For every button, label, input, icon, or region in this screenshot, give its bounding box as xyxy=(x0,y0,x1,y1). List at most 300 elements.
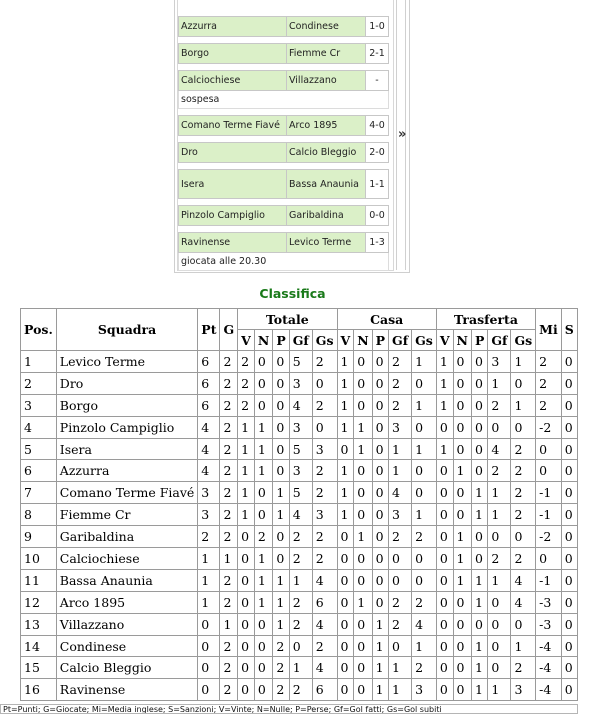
match-home-team: Pinzolo Campiglio xyxy=(179,206,287,226)
cell-casa-3: 2 xyxy=(389,613,412,635)
table-row xyxy=(21,657,578,679)
cell-casa-0: 1 xyxy=(337,394,354,416)
cell-casa-2: 0 xyxy=(372,394,388,416)
cell-pt: 0 xyxy=(198,679,220,701)
cell-g: 2 xyxy=(220,351,238,373)
cell-team: Arco 1895 xyxy=(56,591,198,613)
cell-tot-0: 1 xyxy=(238,438,255,460)
cell-tot-1: 0 xyxy=(254,504,272,526)
table-row xyxy=(21,438,578,460)
cell-casa-4: 2 xyxy=(412,526,437,548)
cell-casa-2: 0 xyxy=(372,351,388,373)
table-row xyxy=(21,526,578,548)
cell-tras-2: 1 xyxy=(471,635,487,657)
cell-mi: -3 xyxy=(536,591,562,613)
double-chevron-right-icon[interactable]: » xyxy=(398,127,407,142)
legend: Pt=Punti; G=Giocate; Mi=Media inglese; S=Sanzioni; V=Vinte; N=Nulle; P=Perse; Gf=Gol fatti; Gs=Gol subiti xyxy=(0,704,578,714)
cell-team: Comano Terme Fiavé xyxy=(56,482,198,504)
cell-tras-0: 1 xyxy=(436,438,453,460)
cell-tot-3: 5 xyxy=(289,351,312,373)
cell-tot-3: 5 xyxy=(289,482,312,504)
cell-tras-2: 1 xyxy=(471,591,487,613)
cell-g: 2 xyxy=(220,657,238,679)
cell-tras-0: 0 xyxy=(436,526,453,548)
cell-casa-1: 0 xyxy=(354,351,372,373)
cell-tras-2: 0 xyxy=(471,526,487,548)
cell-tras-0: 1 xyxy=(436,372,453,394)
header-s: S xyxy=(561,309,577,351)
cell-tras-4: 0 xyxy=(511,526,536,548)
match-spacer xyxy=(179,199,389,206)
cell-casa-0: 1 xyxy=(337,351,354,373)
cell-tras-2: 0 xyxy=(471,460,487,482)
table-row xyxy=(21,635,578,657)
cell-tot-4: 0 xyxy=(312,416,337,438)
cell-tot-2: 0 xyxy=(273,372,289,394)
cell-casa-2: 0 xyxy=(372,416,388,438)
cell-casa-3: 2 xyxy=(389,526,412,548)
cell-tras-2: 0 xyxy=(471,613,487,635)
cell-tot-4: 4 xyxy=(312,569,337,591)
cell-mi: -1 xyxy=(536,569,562,591)
cell-mi: -4 xyxy=(536,635,562,657)
cell-casa-2: 0 xyxy=(372,438,388,460)
cell-s: 0 xyxy=(561,504,577,526)
cell-casa-2: 0 xyxy=(372,569,388,591)
cell-pt: 6 xyxy=(198,351,220,373)
cell-casa-4: 1 xyxy=(412,504,437,526)
cell-tras-3: 2 xyxy=(488,548,511,570)
cell-g: 2 xyxy=(220,679,238,701)
cell-casa-1: 1 xyxy=(354,438,372,460)
cell-tras-4: 1 xyxy=(511,394,536,416)
match-row xyxy=(179,170,389,199)
cell-pt: 4 xyxy=(198,438,220,460)
match-spacer xyxy=(179,109,389,116)
cell-tot-1: 1 xyxy=(254,548,272,570)
cell-s: 0 xyxy=(561,416,577,438)
cell-tras-4: 4 xyxy=(511,569,536,591)
cell-tras-1: 0 xyxy=(453,372,471,394)
cell-tras-2: 1 xyxy=(471,504,487,526)
subheader-totale-gs: Gs xyxy=(312,330,337,351)
cell-tras-4: 2 xyxy=(511,504,536,526)
cell-mi: 2 xyxy=(536,394,562,416)
cell-tot-2: 0 xyxy=(273,416,289,438)
cell-g: 2 xyxy=(220,569,238,591)
cell-casa-2: 0 xyxy=(372,372,388,394)
cell-tot-0: 1 xyxy=(238,416,255,438)
cell-casa-3: 3 xyxy=(389,504,412,526)
cell-tras-2: 0 xyxy=(471,394,487,416)
cell-tras-3: 0 xyxy=(488,635,511,657)
cell-tras-3: 0 xyxy=(488,657,511,679)
cell-casa-1: 0 xyxy=(354,569,372,591)
cell-s: 0 xyxy=(561,635,577,657)
cell-mi: -4 xyxy=(536,657,562,679)
cell-tot-4: 2 xyxy=(312,482,337,504)
cell-pt: 0 xyxy=(198,613,220,635)
cell-casa-2: 1 xyxy=(372,657,388,679)
cell-casa-1: 1 xyxy=(354,416,372,438)
cell-tras-3: 4 xyxy=(488,438,511,460)
cell-casa-2: 0 xyxy=(372,548,388,570)
match-home-team: Azzurra xyxy=(179,17,287,37)
cell-tot-3: 3 xyxy=(289,460,312,482)
cell-pt: 6 xyxy=(198,394,220,416)
table-row xyxy=(21,679,578,701)
cell-casa-4: 2 xyxy=(412,657,437,679)
cell-s: 0 xyxy=(561,372,577,394)
cell-pos: 5 xyxy=(21,438,57,460)
table-row xyxy=(21,504,578,526)
cell-casa-2: 1 xyxy=(372,679,388,701)
cell-casa-1: 0 xyxy=(354,372,372,394)
cell-pos: 8 xyxy=(21,504,57,526)
cell-tras-4: 2 xyxy=(511,460,536,482)
cell-tras-1: 0 xyxy=(453,416,471,438)
cell-tras-0: 0 xyxy=(436,460,453,482)
match-row xyxy=(179,143,389,163)
cell-casa-2: 0 xyxy=(372,460,388,482)
table-row xyxy=(21,394,578,416)
cell-casa-1: 0 xyxy=(354,613,372,635)
cell-casa-0: 1 xyxy=(337,416,354,438)
cell-s: 0 xyxy=(561,548,577,570)
cell-tot-1: 0 xyxy=(254,613,272,635)
cell-tras-4: 2 xyxy=(511,482,536,504)
cell-tot-4: 3 xyxy=(312,504,337,526)
cell-mi: -1 xyxy=(536,482,562,504)
cell-tot-2: 1 xyxy=(273,482,289,504)
cell-tot-2: 2 xyxy=(273,679,289,701)
cell-pt: 1 xyxy=(198,591,220,613)
cell-tot-2: 1 xyxy=(273,504,289,526)
cell-casa-0: 1 xyxy=(337,460,354,482)
cell-tras-3: 1 xyxy=(488,482,511,504)
cell-casa-4: 1 xyxy=(412,438,437,460)
cell-tot-4: 2 xyxy=(312,460,337,482)
cell-tras-3: 1 xyxy=(488,504,511,526)
cell-tot-3: 4 xyxy=(289,394,312,416)
cell-tot-3: 2 xyxy=(289,548,312,570)
match-spacer xyxy=(179,64,389,71)
match-home-team: Borgo xyxy=(179,44,287,64)
cell-g: 2 xyxy=(220,591,238,613)
cell-team: Azzurra xyxy=(56,460,198,482)
cell-casa-2: 0 xyxy=(372,482,388,504)
subheader-trasferta-gf: Gf xyxy=(488,330,511,351)
cell-mi: 0 xyxy=(536,460,562,482)
cell-casa-3: 1 xyxy=(389,657,412,679)
cell-s: 0 xyxy=(561,460,577,482)
cell-casa-1: 0 xyxy=(354,482,372,504)
cell-pt: 6 xyxy=(198,372,220,394)
cell-tot-3: 4 xyxy=(289,504,312,526)
match-away-team: Villazzano xyxy=(287,71,366,91)
cell-pos: 6 xyxy=(21,460,57,482)
cell-s: 0 xyxy=(561,394,577,416)
cell-mi: -2 xyxy=(536,526,562,548)
cell-tot-0: 0 xyxy=(238,591,255,613)
cell-team: Isera xyxy=(56,438,198,460)
cell-casa-0: 0 xyxy=(337,548,354,570)
cell-tras-3: 1 xyxy=(488,372,511,394)
table-row xyxy=(21,460,578,482)
cell-casa-3: 1 xyxy=(389,438,412,460)
cell-casa-0: 0 xyxy=(337,613,354,635)
cell-mi: 2 xyxy=(536,372,562,394)
subheader-trasferta-p: P xyxy=(471,330,487,351)
cell-tras-0: 0 xyxy=(436,569,453,591)
match-spacer-cell xyxy=(179,64,389,71)
cell-casa-2: 1 xyxy=(372,613,388,635)
cell-g: 2 xyxy=(220,438,238,460)
cell-tot-1: 2 xyxy=(254,526,272,548)
match-row xyxy=(179,17,389,37)
cell-tot-2: 0 xyxy=(273,548,289,570)
cell-team: Fiemme Cr xyxy=(56,504,198,526)
cell-tot-2: 0 xyxy=(273,438,289,460)
standings-title: Classifica xyxy=(259,286,326,301)
subheader-trasferta-n: N xyxy=(453,330,471,351)
match-score: 2-0 xyxy=(366,143,389,163)
cell-casa-1: 1 xyxy=(354,526,372,548)
cell-tot-1: 0 xyxy=(254,635,272,657)
cell-tras-0: 0 xyxy=(436,548,453,570)
cell-tot-2: 0 xyxy=(273,526,289,548)
cell-tot-0: 2 xyxy=(238,351,255,373)
cell-s: 0 xyxy=(561,351,577,373)
cell-casa-1: 0 xyxy=(354,394,372,416)
match-spacer xyxy=(179,37,389,44)
cell-tras-4: 3 xyxy=(511,679,536,701)
cell-s: 0 xyxy=(561,657,577,679)
cell-tras-1: 1 xyxy=(453,460,471,482)
match-away-team: Garibaldina xyxy=(287,206,366,226)
match-score: 0-0 xyxy=(366,206,389,226)
subheader-casa-p: P xyxy=(372,330,388,351)
cell-tras-3: 0 xyxy=(488,526,511,548)
cell-pos: 15 xyxy=(21,657,57,679)
cell-casa-4: 0 xyxy=(412,482,437,504)
cell-tot-0: 1 xyxy=(238,482,255,504)
cell-tot-3: 2 xyxy=(289,526,312,548)
cell-tot-1: 1 xyxy=(254,591,272,613)
cell-casa-3: 1 xyxy=(389,460,412,482)
cell-casa-3: 0 xyxy=(389,548,412,570)
match-spacer-cell xyxy=(179,163,389,170)
match-row xyxy=(179,71,389,91)
match-away-team: Arco 1895 xyxy=(287,116,366,136)
match-away-team: Levico Terme xyxy=(287,233,366,253)
cell-pos: 12 xyxy=(21,591,57,613)
match-spacer-cell xyxy=(179,199,389,206)
cell-team: Bassa Anaunia xyxy=(56,569,198,591)
cell-tras-0: 0 xyxy=(436,613,453,635)
cell-tras-4: 0 xyxy=(511,416,536,438)
cell-tot-0: 0 xyxy=(238,635,255,657)
cell-tras-3: 2 xyxy=(488,460,511,482)
cell-casa-4: 0 xyxy=(412,416,437,438)
cell-tot-2: 0 xyxy=(273,394,289,416)
cell-casa-0: 1 xyxy=(337,504,354,526)
table-row xyxy=(21,548,578,570)
cell-pt: 1 xyxy=(198,548,220,570)
cell-casa-1: 0 xyxy=(354,679,372,701)
cell-team: Levico Terme xyxy=(56,351,198,373)
cell-s: 0 xyxy=(561,591,577,613)
cell-team: Borgo xyxy=(56,394,198,416)
cell-mi: -4 xyxy=(536,679,562,701)
cell-tras-4: 2 xyxy=(511,657,536,679)
cell-tot-3: 3 xyxy=(289,372,312,394)
cell-tras-4: 1 xyxy=(511,635,536,657)
cell-tras-1: 1 xyxy=(453,569,471,591)
match-score: 4-0 xyxy=(366,116,389,136)
cell-pos: 2 xyxy=(21,372,57,394)
cell-tras-1: 0 xyxy=(453,613,471,635)
cell-tras-4: 0 xyxy=(511,372,536,394)
cell-team: Calciochiese xyxy=(56,548,198,570)
subheader-casa-gf: Gf xyxy=(389,330,412,351)
cell-tot-4: 3 xyxy=(312,438,337,460)
cell-pos: 14 xyxy=(21,635,57,657)
cell-tras-3: 0 xyxy=(488,591,511,613)
cell-tot-3: 5 xyxy=(289,438,312,460)
cell-casa-0: 0 xyxy=(337,657,354,679)
cell-casa-0: 0 xyxy=(337,569,354,591)
cell-casa-2: 1 xyxy=(372,635,388,657)
cell-pos: 16 xyxy=(21,679,57,701)
cell-pt: 3 xyxy=(198,504,220,526)
cell-tot-3: 2 xyxy=(289,591,312,613)
cell-pt: 3 xyxy=(198,482,220,504)
cell-pos: 13 xyxy=(21,613,57,635)
cell-tot-1: 1 xyxy=(254,460,272,482)
cell-tot-2: 0 xyxy=(273,351,289,373)
cell-s: 0 xyxy=(561,679,577,701)
cell-tras-0: 1 xyxy=(436,394,453,416)
subheader-totale-p: P xyxy=(273,330,289,351)
match-note-row xyxy=(179,91,389,109)
cell-tras-1: 1 xyxy=(453,526,471,548)
cell-tras-1: 1 xyxy=(453,548,471,570)
cell-g: 1 xyxy=(220,548,238,570)
subheader-totale-n: N xyxy=(254,330,272,351)
cell-pt: 4 xyxy=(198,460,220,482)
cell-tras-0: 0 xyxy=(436,657,453,679)
cell-tras-4: 2 xyxy=(511,548,536,570)
cell-tras-0: 0 xyxy=(436,416,453,438)
cell-casa-4: 0 xyxy=(412,460,437,482)
cell-casa-2: 0 xyxy=(372,526,388,548)
cell-tras-0: 0 xyxy=(436,635,453,657)
cell-tras-3: 3 xyxy=(488,351,511,373)
cell-casa-3: 0 xyxy=(389,635,412,657)
table-row xyxy=(21,591,578,613)
cell-tras-0: 0 xyxy=(436,679,453,701)
cell-mi: -2 xyxy=(536,416,562,438)
cell-tras-1: 0 xyxy=(453,504,471,526)
header-g: G xyxy=(220,309,238,351)
cell-tras-1: 0 xyxy=(453,482,471,504)
cell-casa-0: 0 xyxy=(337,526,354,548)
cell-g: 2 xyxy=(220,416,238,438)
cell-tras-1: 0 xyxy=(453,438,471,460)
cell-tot-3: 1 xyxy=(289,657,312,679)
cell-mi: 0 xyxy=(536,548,562,570)
cell-tot-1: 0 xyxy=(254,394,272,416)
cell-pos: 3 xyxy=(21,394,57,416)
cell-tot-0: 2 xyxy=(238,372,255,394)
subheader-casa-v: V xyxy=(337,330,354,351)
cell-casa-4: 0 xyxy=(412,548,437,570)
cell-tot-1: 1 xyxy=(254,416,272,438)
cell-casa-1: 0 xyxy=(354,635,372,657)
cell-pos: 10 xyxy=(21,548,57,570)
cell-casa-0: 0 xyxy=(337,635,354,657)
cell-tot-4: 4 xyxy=(312,657,337,679)
header-totale: Totale xyxy=(238,309,337,330)
table-row xyxy=(21,416,578,438)
match-spacer xyxy=(179,136,389,143)
cell-g: 2 xyxy=(220,372,238,394)
cell-mi: 0 xyxy=(536,438,562,460)
cell-tot-0: 0 xyxy=(238,526,255,548)
cell-tot-4: 2 xyxy=(312,526,337,548)
cell-casa-1: 0 xyxy=(354,504,372,526)
cell-casa-3: 2 xyxy=(389,394,412,416)
cell-casa-1: 0 xyxy=(354,460,372,482)
match-note: sospesa xyxy=(179,91,389,109)
cell-casa-3: 4 xyxy=(389,482,412,504)
match-score: 1-0 xyxy=(366,17,389,37)
cell-casa-3: 3 xyxy=(389,416,412,438)
match-home-team: Dro xyxy=(179,143,287,163)
cell-casa-0: 1 xyxy=(337,372,354,394)
cell-casa-2: 0 xyxy=(372,591,388,613)
cell-tras-3: 2 xyxy=(488,394,511,416)
cell-tras-0: 1 xyxy=(436,351,453,373)
cell-casa-1: 0 xyxy=(354,657,372,679)
cell-tot-2: 1 xyxy=(273,591,289,613)
cell-pt: 4 xyxy=(198,416,220,438)
cell-tot-2: 0 xyxy=(273,460,289,482)
cell-tras-2: 0 xyxy=(471,351,487,373)
cell-tot-3: 1 xyxy=(289,569,312,591)
cell-casa-4: 0 xyxy=(412,569,437,591)
cell-s: 0 xyxy=(561,613,577,635)
match-score: 1-1 xyxy=(366,170,389,199)
cell-casa-3: 2 xyxy=(389,351,412,373)
cell-casa-4: 1 xyxy=(412,394,437,416)
cell-team: Villazzano xyxy=(56,613,198,635)
cell-tot-4: 6 xyxy=(312,679,337,701)
match-spacer-cell xyxy=(179,136,389,143)
cell-team: Condinese xyxy=(56,635,198,657)
subheader-casa-n: N xyxy=(354,330,372,351)
cell-tot-1: 0 xyxy=(254,351,272,373)
cell-tras-2: 1 xyxy=(471,569,487,591)
cell-tot-1: 0 xyxy=(254,482,272,504)
cell-tras-1: 0 xyxy=(453,635,471,657)
cell-casa-0: 0 xyxy=(337,438,354,460)
cell-tot-0: 1 xyxy=(238,504,255,526)
match-spacer-cell xyxy=(179,37,389,44)
cell-casa-1: 0 xyxy=(354,548,372,570)
cell-tot-1: 1 xyxy=(254,569,272,591)
